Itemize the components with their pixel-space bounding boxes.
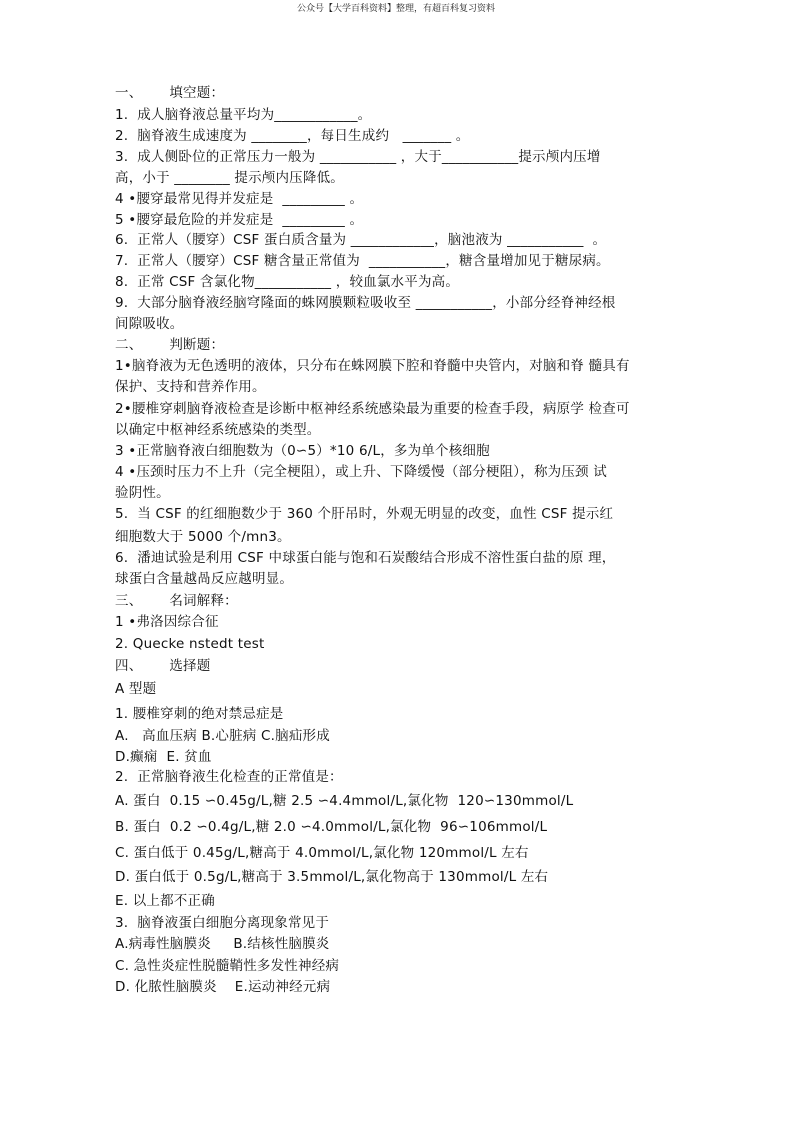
text-line: 高，小于 ________ 提示颅内压降低。	[115, 170, 344, 186]
text-line: 1 •弗洛因综合征	[115, 614, 219, 630]
text-line: 6. 正常人（腰穿）CSF 蛋白质含量为 ____________，脑池液为 ___________ 。	[115, 232, 607, 248]
text-line: 5. 当 CSF 的红细胞数少于 360 个肝吊时，外观无明显的改变，血性 CSF 提示红	[115, 506, 614, 522]
text-line: 3 •正常脑脊液白细胞数为（0∽5）*10 6/L，多为单个核细胞	[115, 443, 490, 459]
text-line: 四、 选择题	[115, 658, 211, 674]
text-line: 5 •腰穿最危险的并发症是 _________ 。	[115, 212, 364, 228]
page-header-watermark: 公众号【大学百科资料】整理，有超百科复习资料	[296, 4, 495, 14]
text-line: 6. 潘迪试验是利用 CSF 中球蛋白能与饱和石炭酸结合形成不溶性蛋白盐的原 理，	[115, 550, 616, 566]
text-line: C. 急性炎症性脱髓鞘性多发性神经病	[115, 958, 340, 974]
text-line: 2. Quecke nstedt test	[115, 636, 265, 652]
text-line: 2•腰椎穿刺脑脊液检查是诊断中枢神经系统感染最为重要的检查手段，病原学 检查可	[115, 401, 630, 417]
text-line: A. 蛋白 0.15 ∽0.45g/L,糖 2.5 ∽4.4mmol/L,氯化物 120∽130mmol/L	[115, 793, 574, 809]
text-line: 二、 判断题：	[115, 337, 225, 353]
text-line: C. 蛋白低于 0.45g/L,糖高于 4.0mmol/L,氯化物 120mmol/L 左右	[115, 845, 529, 861]
text-line: 4 •腰穿最常见得并发症是 _________ 。	[115, 191, 364, 207]
text-line: 1•脑脊液为无色透明的液体，只分布在蛛网膜下腔和脊髓中央管内，对脑和脊 髓具有	[115, 358, 630, 374]
text-line: 4 •压颈时压力不上升（完全梗阻），或上升、下降缓慢（部分梗阻），称为压颈 试	[115, 464, 607, 480]
text-line: 7. 正常人（腰穿）CSF 糖含量正常值为 ___________，糖含量增加见于糖尿病。	[115, 253, 610, 269]
text-line: 细胞数大于 5000 个/mn3。	[115, 529, 291, 545]
text-line: B. 蛋白 0.2 ∽0.4g/L,糖 2.0 ∽4.0mmol/L,氯化物 96∽106mmol/L	[115, 819, 548, 835]
text-line: 3. 成人侧卧位的正常压力一般为 ___________ ，大于___________提示颅内压增	[115, 149, 601, 165]
text-line: 间隙吸收。	[115, 316, 184, 332]
text-line: 8. 正常 CSF 含氯化物___________ ，较血氯水平为高。	[115, 274, 460, 290]
text-line: E. 以上都不正确	[115, 893, 215, 909]
text-line: 3. 脑脊液蛋白细胞分离现象常见于	[115, 915, 330, 931]
text-line: A.病毒性脑膜炎 B.结核性脑膜炎	[115, 936, 330, 952]
text-line: 2. 正常脑脊液生化检查的正常值是：	[115, 769, 343, 785]
text-line: D. 化脓性脑膜炎 E.运动神经元病	[115, 979, 331, 995]
text-line: A. 高血压病 B.心脏病 C.脑疝形成	[115, 728, 330, 744]
text-line: 一、 填空题：	[115, 85, 225, 101]
text-line: 1. 成人脑脊液总量平均为____________。	[115, 107, 372, 123]
text-line: 2. 脑脊液生成速度为 ________，每日生成约 _______ 。	[115, 128, 470, 144]
text-line: 保护、支持和营养作用。	[115, 379, 266, 395]
text-line: 以确定中枢神经系统感染的类型。	[115, 422, 321, 438]
text-line: 1. 腰椎穿刺的绝对禁忌症是	[115, 706, 284, 722]
text-line: D.癫痫 E. 贫血	[115, 749, 212, 765]
text-line: 验阴性。	[115, 485, 170, 501]
text-line: A 型题	[115, 681, 157, 697]
text-line: 9. 大部分脑脊液经脑穹隆面的蛛网膜颗粒吸收至 ___________，小部分经脊神经根	[115, 295, 616, 311]
text-line: 球蛋白含量越咼反应越明显。	[115, 571, 294, 587]
text-line: 三、 名词解释：	[115, 593, 238, 609]
text-line: D. 蛋白低于 0.5g/L,糖高于 3.5mmol/L,氯化物高于 130mmol/L 左右	[115, 869, 549, 885]
